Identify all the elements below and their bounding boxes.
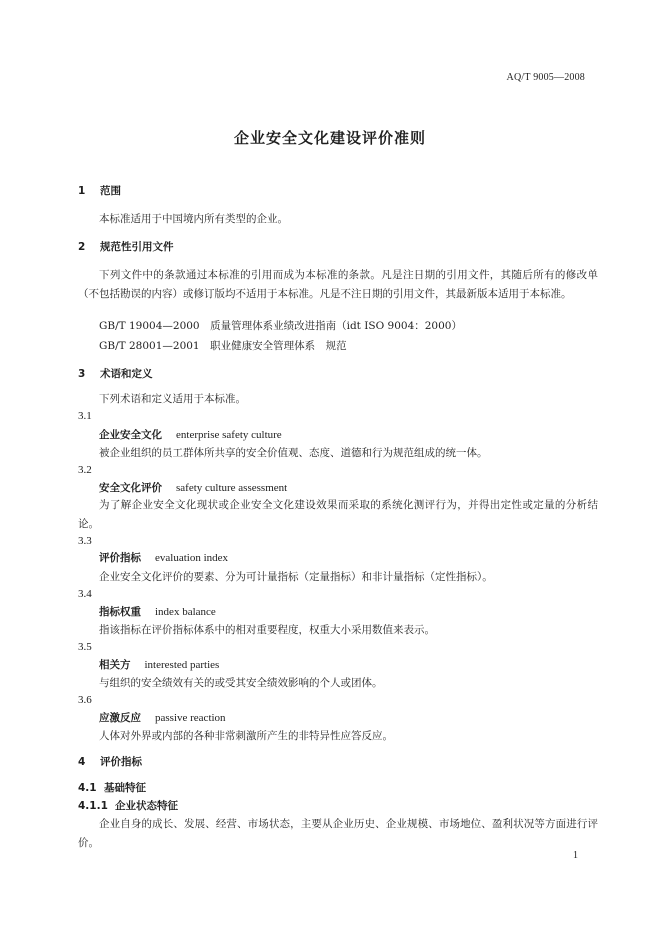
term-cn: 企业安全文化 xyxy=(99,429,162,441)
section-4-1-1-text: 企业自身的成长、发展、经营、市场状态，主要从企业历史、企业规模、市场地位、盈利状况等方面进行评价。 xyxy=(78,818,598,849)
term-heading xyxy=(99,607,216,618)
section-2-heading xyxy=(78,242,174,253)
section-title: 评价指标 xyxy=(100,756,142,768)
term-cn: 指标权重 xyxy=(99,606,141,618)
standard-code: AQ/T 9005—2008 xyxy=(506,72,585,83)
section-title: 基础特征 xyxy=(104,782,146,794)
term-definition: 人体对外界或内部的各种非常刺激所产生的非特异性应答反应。 xyxy=(99,730,393,742)
term-heading xyxy=(99,660,219,671)
term-number: 3.6 xyxy=(78,694,92,706)
term-en: enterprise safety culture xyxy=(176,429,282,441)
document-title: 企业安全文化建设评价准则 xyxy=(233,129,426,147)
section-1-heading xyxy=(78,186,121,197)
section-2-intro: 下列文件中的条款通过本标准的引用而成为本标准的条款。凡是注日期的引用文件，其随后所有的修改单（不包括勘误的内容）或修订版均不适用于本标准。凡是不注日期的引用文件，其最新版本适用于本标准。 xyxy=(78,269,598,300)
term-en: interested parties xyxy=(144,659,220,671)
reference-1: GB/T 19004—2000 质量管理体系业绩改进指南（idt ISO 9004：2000） xyxy=(99,320,462,332)
page-number: 1 xyxy=(573,850,578,861)
section-1-text: 本标准适用于中国境内所有类型的企业。 xyxy=(99,213,288,225)
section-title: 规范性引用文件 xyxy=(100,241,174,253)
term-en: evaluation index xyxy=(155,552,229,564)
term-cn: 评价指标 xyxy=(99,552,141,564)
term-en: index balance xyxy=(155,606,216,618)
section-4-1-1-heading xyxy=(78,801,178,812)
term-en: safety culture assessment xyxy=(176,482,288,494)
term-number: 3.2 xyxy=(78,464,92,476)
term-cn: 应激反应 xyxy=(99,712,141,724)
section-title: 企业状态特征 xyxy=(115,800,178,812)
term-number: 3.4 xyxy=(78,588,92,600)
reference-2: GB/T 28001—2001 职业健康安全管理体系 规范 xyxy=(99,340,347,352)
section-number: 4.1.1 xyxy=(78,800,108,812)
term-definition: 指该指标在评价指标体系中的相对重要程度，权重大小采用数值来表示。 xyxy=(99,624,435,636)
term-heading xyxy=(99,553,228,564)
term-heading xyxy=(99,713,226,724)
section-number: 1 xyxy=(78,185,86,197)
term-en: passive reaction xyxy=(155,712,226,724)
section-3-intro: 下列术语和定义适用于本标准。 xyxy=(99,393,246,405)
section-4-heading xyxy=(78,757,142,768)
term-definition: 与组织的安全绩效有关的或受其安全绩效影响的个人或团体。 xyxy=(99,677,383,689)
term-number: 3.5 xyxy=(78,641,92,653)
section-title: 范围 xyxy=(100,185,121,197)
term-heading xyxy=(99,483,287,494)
section-number: 4 xyxy=(78,756,86,768)
term-heading xyxy=(99,430,282,441)
section-4-1-heading xyxy=(78,783,146,794)
term-cn: 安全文化评价 xyxy=(99,482,162,494)
term-definition: 企业安全文化评价的要素、分为可计量指标（定量指标）和非计量指标（定性指标）。 xyxy=(99,571,493,583)
term-number: 3.3 xyxy=(78,535,92,547)
section-3-heading xyxy=(78,369,153,380)
term-cn: 相关方 xyxy=(99,659,131,671)
section-number: 2 xyxy=(78,241,86,253)
term-definition: 为了解企业安全文化现状或企业安全文化建设效果而采取的系统化测评行为，并得出定性或定量的分析结论。 xyxy=(78,499,598,530)
section-number: 3 xyxy=(78,368,86,380)
term-number: 3.1 xyxy=(78,410,92,422)
term-definition: 被企业组织的员工群体所共享的安全价值观、态度、道德和行为规范组成的统一体。 xyxy=(99,447,488,459)
section-title: 术语和定义 xyxy=(100,368,153,380)
section-number: 4.1 xyxy=(78,782,97,794)
